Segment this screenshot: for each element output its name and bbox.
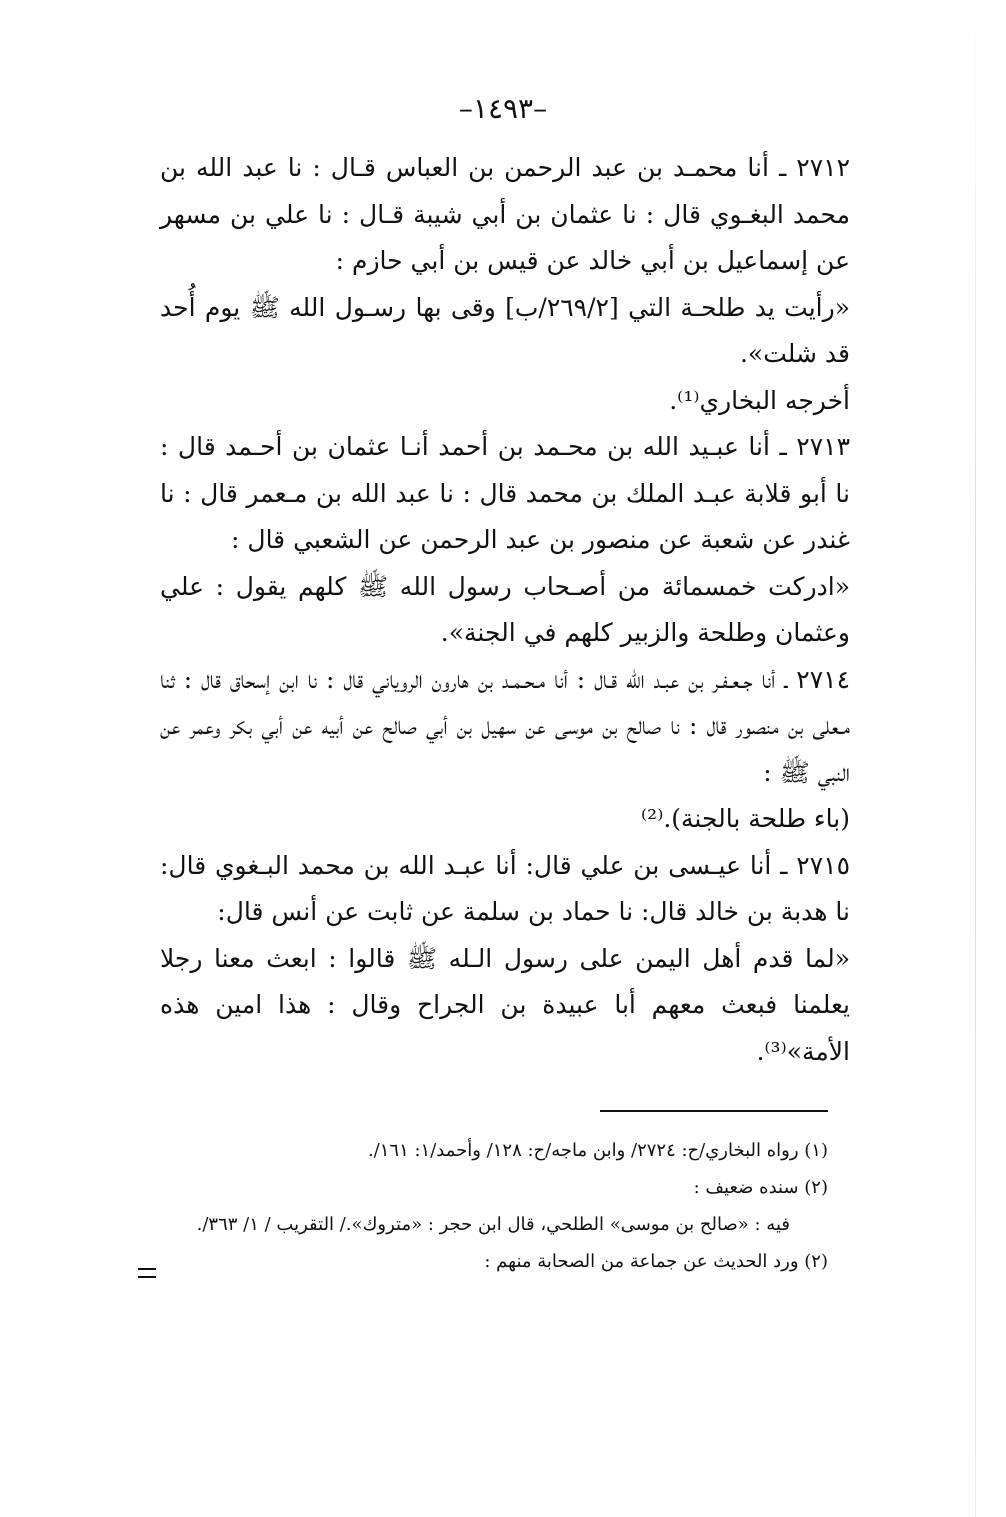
hadith-2714: ٢٧١٤ ـ أنا جـعـفـر بن عبـد الله قـال : أنا مـحـمـد بن هارون الروياني قال : نا ابن إسحاق قال : ثنا مـعلى بن منصور قال : نا صالح بن موسى عن سهيل بن أبي صالح عن أبيه عن أبي بكر وعمر عن النبي ﷺ : (160, 664, 850, 787)
hadith-2713-matn: «ادركت خمسمائة من أصـحاب رسول الله ﷺ كلهم يقول : علي وعثمان وطلحة والزبير كلهم في الجنة». (160, 571, 850, 647)
footnote-3: (٢) ورد الحديث عن جماعة من الصحابة منهم : (484, 1251, 828, 1272)
hadith-2712-matn: «رأيت يد طلحـة التي [٢٦٩/٢/ب] وقى بها رسـول الله ﷺ يوم أُحد قد شلت». (160, 292, 850, 368)
footnote-divider (600, 1110, 828, 1112)
main-text (160, 145, 850, 1075)
hadith-2713: ٢٧١٣ ـ أنا عبـيد الله بن محـمد بن أحمد أنـا عثمان بن أحـمد قال : نا أبو قلابة عبـد الملك بن محمد قال : نا عبد الله بن مـعمر قال : نا غندر عن شعبة عن منصور بن عبد الرحمن عن الشعبي قال : (160, 432, 850, 554)
footnote-2-detail: فيه : «صالح بن موسى» الطلحي، قال ابن حجر : «متروك»./ التقريب / ١/ ٣٦٣/. (196, 1214, 790, 1235)
scan-edge-line (975, 0, 976, 1517)
hadith-2715-matn: «لما قدم أهل اليمن على رسول الـله ﷺ قالوا : ابعث معنا رجلا يعلمنا فبعث معهم أبا عبيدة بن الجراح وقال : هذا امين هذه الأمة»⁽³⁾. (160, 943, 850, 1066)
hadith-2714-matn: (باء طلحة بالجنة).⁽²⁾ (641, 804, 850, 833)
hadith-2715: ٢٧١٥ ـ أنا عيـسى بن علي قال: أنا عبـد الله بن محمد البـغوي قال: نا هدبة بن خالد قال: نا حماد بن سلمة عن ثابت عن أنس قال: (160, 850, 850, 926)
page-number: –١٤٩٣– (458, 92, 548, 125)
hadith-2712: ٢٧١٢ ـ أنا محمـد بن عبد الرحمن بن العباس قـال : نا عبد الله بن محمد البغـوي قال : نا عثمان بن أبي شيبة قـال : نا علي بن مسهر عن إسماعيل بن أبي خالد عن قيس بن أبي حازم : (160, 153, 850, 275)
footnotes (160, 1136, 828, 1276)
footnote-2: (٢) سنده ضعيف : (693, 1177, 828, 1198)
margin-mark (138, 1268, 156, 1278)
hadith-2712-takhrij: أخرجه البخاري⁽¹⁾. (669, 385, 850, 415)
footnote-1: (١) رواه البخاري/ح: ٢٧٢٤/ وابن ماجه/ح: ١٢٨/ وأحمد/١: ١٦١/. (367, 1140, 828, 1161)
